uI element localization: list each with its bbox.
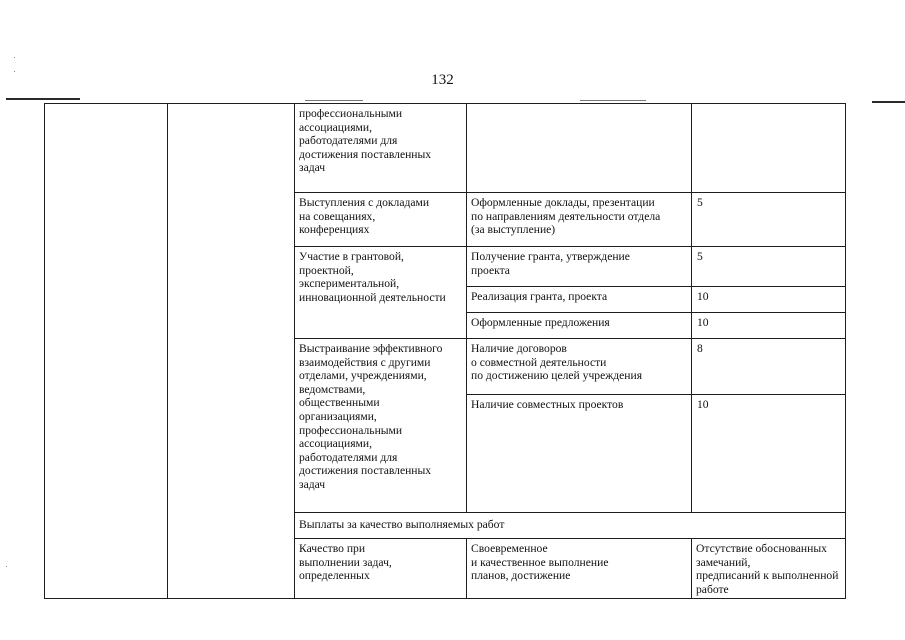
activity-cell: Своевременное и качественное выполнение планов, достижение xyxy=(467,539,692,599)
table-row xyxy=(45,104,846,193)
points-cell: 5 xyxy=(692,193,846,247)
scan-artifact-mid-2 xyxy=(580,100,646,101)
points-cell: 10 xyxy=(692,395,846,513)
scan-speck xyxy=(14,71,15,72)
scan-speck xyxy=(6,566,7,567)
criteria-table xyxy=(44,103,846,599)
indicator-cell xyxy=(467,104,692,193)
points-cell: 10 xyxy=(692,313,846,339)
indicator-cell: Получение гранта, утверждение проекта xyxy=(467,247,692,287)
scan-artifact-left xyxy=(6,98,80,100)
points-cell: 10 xyxy=(692,287,846,313)
activity-cell: профессиональными ассоциациями, работодателями для достижения поставленных задач xyxy=(295,104,467,193)
activity-cell: Выстраивание эффективного взаимодействия с другими отделами, учреждениями, ведомствами, общественными организациями, профессиональными ассоциациями, работодателями для достижения поставленных задач xyxy=(295,339,467,513)
empty-cell xyxy=(45,104,168,599)
indicator-cell: Реализация гранта, проекта xyxy=(467,287,692,313)
page-number: 132 xyxy=(431,72,454,88)
activity-cell: Выступления с докладами на совещаниях, конференциях xyxy=(295,193,467,247)
points-cell: 8 xyxy=(692,339,846,395)
scan-artifact-right xyxy=(872,101,905,103)
empty-cell xyxy=(168,104,295,599)
indicator-cell: Отсутствие обоснованных замечаний, предписаний к выполненной работе xyxy=(692,539,846,599)
indicator-cell: Наличие совместных проектов xyxy=(467,395,692,513)
points-cell xyxy=(692,104,846,193)
criterion-cell: Качество при выполнении задач, определенных xyxy=(295,539,467,599)
section-title: Выплаты за качество выполняемых работ xyxy=(295,513,846,539)
points-cell: 5 xyxy=(692,247,846,287)
indicator-cell: Оформленные предложения xyxy=(467,313,692,339)
indicator-cell: Оформленные доклады, презентации по направлениям деятельности отдела (за выступление) xyxy=(467,193,692,247)
scan-speck xyxy=(14,57,15,58)
scan-artifact-mid-1 xyxy=(305,100,363,101)
indicator-cell: Наличие договоров о совместной деятельности по достижению целей учреждения xyxy=(467,339,692,395)
activity-cell: Участие в грантовой, проектной, экспериментальной, инновационной деятельности xyxy=(295,247,467,339)
